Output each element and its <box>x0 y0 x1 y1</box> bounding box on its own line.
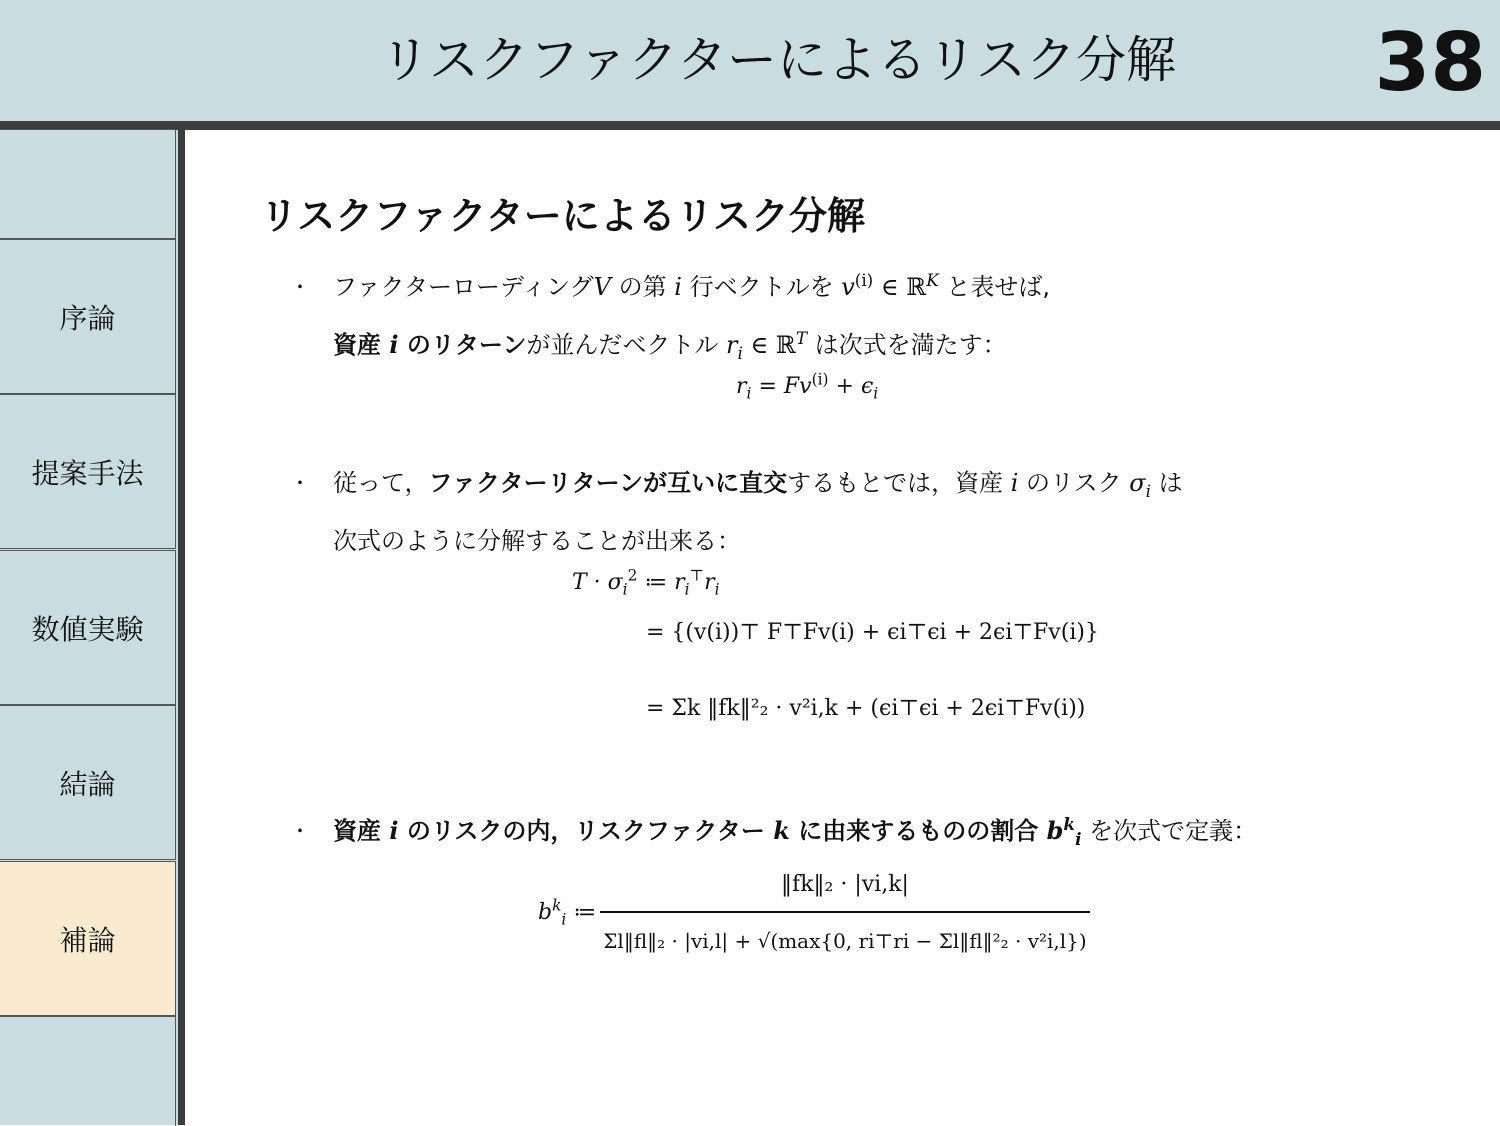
paragraph-5: 資産 i のリスクの内，リスクファクター k に由来するものの割合 $b^k_i$ を次式で定義： <box>333 814 1258 849</box>
sidebar-item-proposed-method[interactable]: 提案手法 <box>0 394 176 549</box>
slide-title: リスクファクターによるリスク分解 <box>380 31 1176 89</box>
equation-variance-line-2: = {(v(i))⊤ F⊤Fv(i) + ϵi⊤ϵi + 2ϵi⊤Fv(i)} <box>646 620 1099 645</box>
paragraph-4: 次式のように分解することが出来る： <box>333 527 741 555</box>
page-number: 38 <box>1374 16 1486 109</box>
fraction-numerator: ‖fk‖₂ · |vi,k| <box>781 872 909 897</box>
sidebar-item-introduction[interactable]: 序論 <box>0 239 176 394</box>
bullet-3: ・ <box>290 819 310 843</box>
bullet-1: ・ <box>290 275 310 299</box>
paragraph-1: ファクターローディングV の第 i 行ベクトルを $v^{(i)}$ ∈ ℝ$^K$ と表せば, <box>333 270 1051 301</box>
section-heading: リスクファクターによるリスク分解 <box>260 194 865 238</box>
sidebar-item-top-blank <box>0 129 176 239</box>
paragraph-3: 従って，ファクターリターンが互いに直交するもとでは，資産 i のリスク $\sigma_i$ は <box>333 469 1183 501</box>
sidebar-item-conclusion[interactable]: 結論 <box>0 705 176 860</box>
equation-ratio-lhs: $b^k_i$ ≔ <box>538 896 597 929</box>
sidebar-nav <box>0 130 178 1125</box>
equation-variance-line-1: $T \cdot \sigma_i^2$ ≔ $r_i^⊤r_i$ <box>572 566 720 599</box>
fraction-bar <box>600 911 1090 913</box>
sidebar-item-bottom-blank <box>0 1016 176 1126</box>
sidebar-item-experiments[interactable]: 数値実験 <box>0 550 176 705</box>
bullet-2: ・ <box>290 471 310 495</box>
sidebar-item-appendix[interactable]: 補論 <box>0 861 176 1016</box>
equation-variance-line-3: = Σk ‖fk‖²₂ · v²i,k + (ϵi⊤ϵi + 2ϵi⊤Fv(i)) <box>646 696 1086 721</box>
paragraph-2: 資産 i のリターンが並んだベクトル $r_i$ ∈ ℝ$^T$ は次式を満たす： <box>333 328 1007 363</box>
slide-header <box>0 0 1500 121</box>
equation-return: $r_i = Fv^{(i)} + \epsilon_i$ <box>736 370 879 403</box>
fraction-denominator: Σl‖fl‖₂ · |vi,l| + √(max{0, ri⊤ri − Σl‖fl‖²₂ · v²i,l}) <box>603 929 1087 953</box>
header-divider <box>0 121 1500 130</box>
sidebar-divider <box>178 130 185 1125</box>
